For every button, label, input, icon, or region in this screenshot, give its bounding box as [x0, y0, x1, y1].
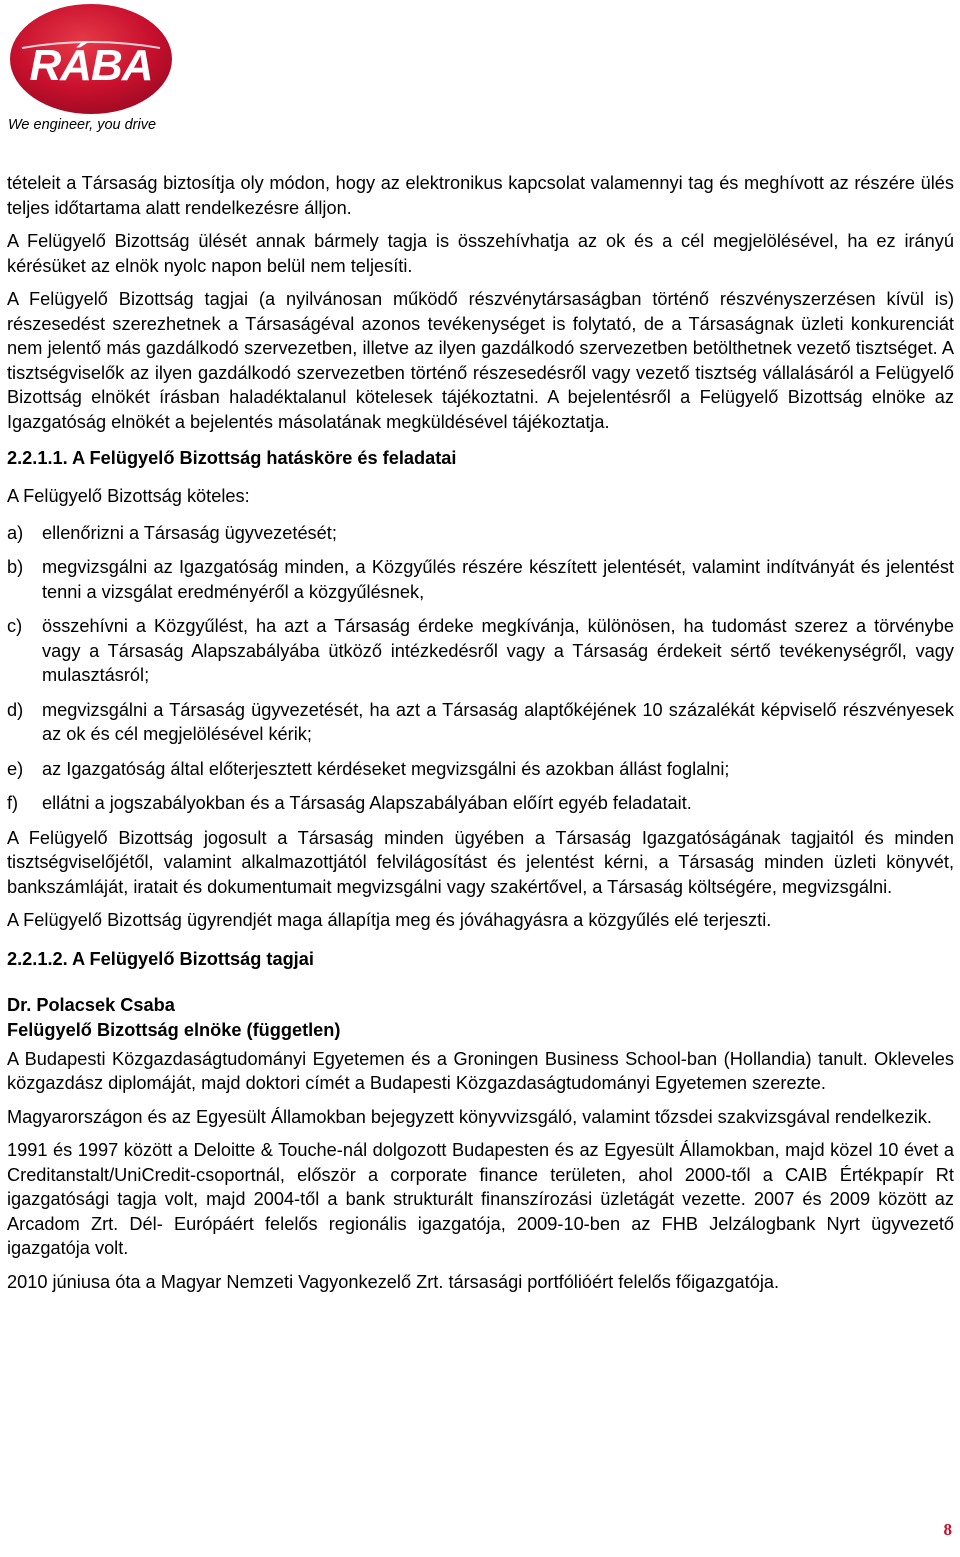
list-item — [7, 555, 954, 604]
list-item-text: ellenőrizni a Társaság ügyvezetését; — [42, 522, 337, 543]
bio-paragraph: 1991 és 1997 között a Deloitte & Touche-nál dolgozott Budapesten és az Egyesült Államokban, majd közel 10 évet a Creditanstalt/UniCredit-csoportnál, először a corporate finance területen, ahol 2000-től a CAIB Értékpapír Rt igazgatósági tagja volt, majd 2004-től a bank strukturált finanszírozási üzletágát vezette. 2007 és 2009 között az Arcadom Zrt. Dél- Európáért felelős regionális igazgatója, 2009-10-ben az FHB Jelzálogbank Nyrt ügyvezető igazgatója volt. — [7, 1140, 954, 1258]
list-item-label: f) — [7, 793, 19, 813]
member-name: Dr. Polacsek Csaba — [7, 994, 175, 1015]
bio-paragraph: Magyarországon és az Egyesült Államokban bejegyzett könyvvizsgáló, valamint tőzsdei szakvizsgával rendelkezik. — [7, 1106, 932, 1127]
list-item — [7, 521, 954, 546]
list-item — [7, 757, 954, 782]
list-item-label: d) — [7, 699, 24, 720]
paragraph: tételeit a Társaság biztosítja oly módon, hogy az elektronikus kapcsolat valamennyi tag és meghívott az részére ülés teljes időtartama alatt rendelkezésre álljon. — [7, 173, 954, 218]
section-heading: 2.2.1.2. A Felügyelő Bizottság tagjai — [7, 948, 314, 969]
section-intro: A Felügyelő Bizottság köteles: — [7, 486, 250, 506]
list-item-text: megvizsgálni a Társaság ügyvezetését, ha azt a Társaság alaptőkéjének 10 százalékát képviselő részvényesek az ok és cél megjelölésével kérik; — [42, 699, 954, 744]
list-item-text: megvizsgálni az Igazgatóság minden, a Közgyűlés részére készített jelentését, valamint indítványát és jelentést tenni a vizsgálat eredményéről a közgyűlésnek, — [42, 557, 954, 602]
document-body — [7, 171, 954, 1303]
paragraph: A Felügyelő Bizottság ügyrendjét maga állapítja meg és jóváhagyásra a közgyűlés elé terjeszti. — [7, 910, 772, 930]
section-heading: 2.2.1.1. A Felügyelő Bizottság hatásköre és feladatai — [7, 448, 457, 468]
list-item-label: c) — [7, 616, 23, 636]
bio-paragraph: A Budapesti Közgazdaságtudományi Egyetemen és a Groningen Business School-ban (Hollandia) tanult. Okleveles közgazdász diplomáját, majd doktori címét a Budapesti Közgazdaságtudományi Egyetemen szerezte. — [7, 1048, 954, 1093]
slogan: We engineer, you drive — [8, 117, 157, 133]
raba-logo — [8, 2, 174, 116]
list-item-text: ellátni a jogszabályokban és a Társaság Alapszabályában előírt egyéb feladatait. — [42, 793, 692, 813]
svg-text:RÁBA: RÁBA — [29, 41, 153, 90]
paragraph: A Felügyelő Bizottság jogosult a Társaság minden ügyében a Társaság Igazgatóságának tagjaitól és minden tisztségviselőjétől, valamint alkalmazottjától felvilágosítást és jelentést kérni, a Társaság minden üzleti könyvét, bankszámláját, iratait és dokumentumait megvizsgálni vagy szakértővel, a Társaság költségére, megvizsgálni. — [7, 827, 954, 897]
list-item-text: összehívni a Közgyűlést, ha azt a Társaság érdeke megkívánja, különösen, ha tudomást szerez a törvénybe vagy a Társaság Alapszabályába ütköző intézkedésről vagy a Társaság érdekeit sértő tevékenységről, vagy mulasztásról; — [42, 616, 954, 685]
list-item — [7, 698, 954, 747]
list-item — [7, 614, 954, 688]
paragraph: A Felügyelő Bizottság ülését annak bármely tagja is összehívhatja az ok és a cél megjelölésével, ha ez irányú kérésüket az elnök nyolc napon belül nem teljesíti. — [7, 231, 954, 276]
paragraph: A Felügyelő Bizottság tagjai (a nyilvánosan működő részvénytársaságban történő részvényszerzésen kívül is) részesedést szerezhetnek a Társaságéval azonos tevékenységet is folytató, de a Társaságnak üzleti konkurenciát nem jelentő más gazdálkodó szervezetben, illetve az ilyen gazdálkodó szervezetben betölthetnek vezető tisztséget. A tisztségviselők az ilyen gazdálkodó szervezetben történő részesedésről vagy vezető tisztség vállalásáról a Felügyelő Bizottság elnökét írásban haladéktalanul kötelesek tájékoztatni. A bejelentésről a Felügyelő Bizottság elnöke az Igazgatóság elnökét a bejelentés másolatának megküldésével tájékoztatja. — [7, 289, 954, 432]
list-item-label: b) — [7, 557, 24, 577]
page-number: 8 — [943, 1520, 952, 1539]
list-item — [7, 791, 954, 816]
member-role: Felügyelő Bizottság elnöke (független) — [7, 1019, 341, 1040]
list-item-label: a) — [7, 522, 24, 543]
list-item-text: az Igazgatóság által előterjesztett kérdéseket megvizsgálni és azokban állást foglalni; — [42, 758, 730, 779]
bio-paragraph: 2010 júniusa óta a Magyar Nemzeti Vagyonkezelő Zrt. társasági portfólióért felelős főigazgatója. — [7, 1271, 780, 1292]
list-item-label: e) — [7, 758, 24, 779]
